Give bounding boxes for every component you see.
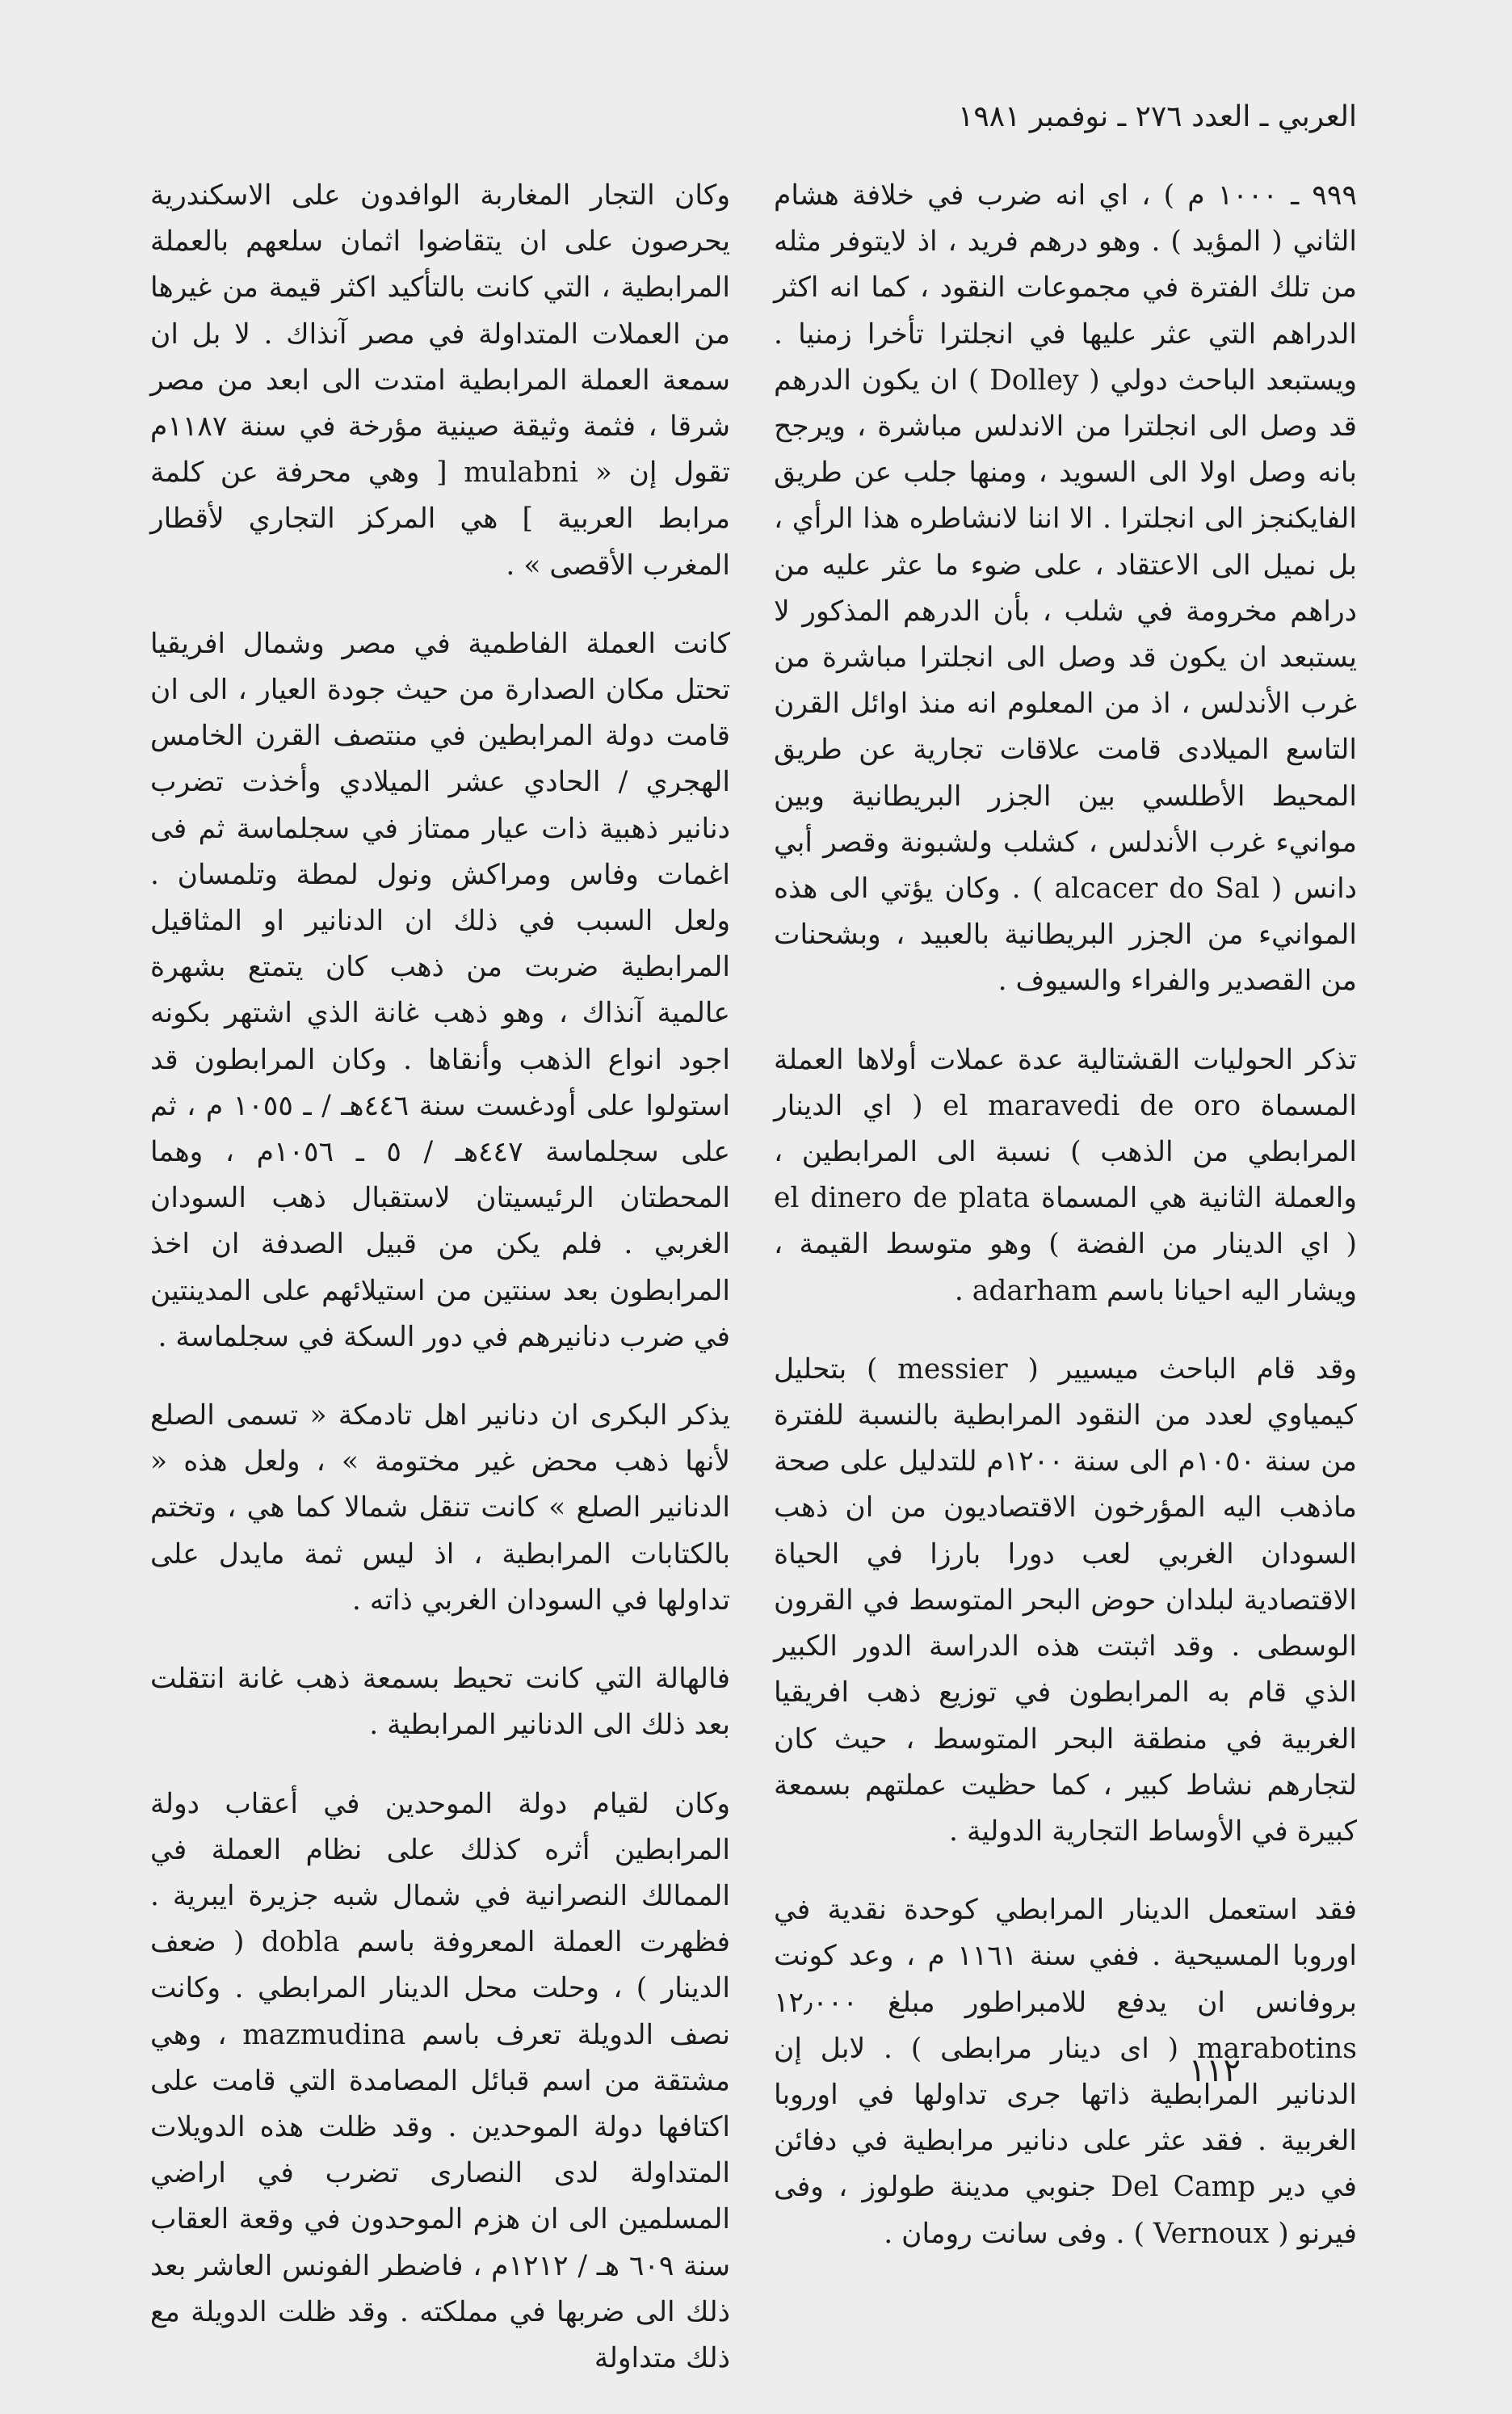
paragraph: ٩٩٩ ـ ١٠٠٠ م ) ، اي انه ضرب في خلافة هشام الثاني ( المؤيد ) . وهو درهم فريد ، اذ لايتوفر مثله من تلك الفترة في مجموعات النقود ، كما انه اكثر الدراهم التي عثر عليها في انجلترا تأخرا زمنيا . ويستبعد الباحث دولي ( Dolley ) ان يكون الدرهم قد وصل الى انجلترا من الاندلس مباشرة ، ويرجح بانه وصل اولا الى السويد ، ومنها جلب عن طريق الفايكنجز الى انجلترا . الا اننا لانشاطره هذا الرأي ، بل نميل الى الاعتقاد ، على ضوء ما عثر عليه من دراهم مخرومة في شلب ، بأن الدرهم المذكور لا يستبعد ان يكون قد وصل الى انجلترا مباشرة من غرب الأندلس ، اذ من المعلوم انه منذ اوائل القرن التاسع الميلادى قامت علاقات تجارية عن طريق المحيط الأطلسي بين الجزر البريطانية وبين موانيء غرب الأندلس ، كشلب ولشبونة وقصر أبي دانس ( alcacer do Sal ) . وكان يؤتي الى هذه الموانيء من الجزر البريطانية بالعبيد ، وبشحنات من القصدير والفراء والسيوف .	[774, 179, 1358, 998]
running-head: العربي ـ العدد ٢٧٦ ـ نوفمبر ١٩٨١	[958, 100, 1357, 133]
paragraph: يذكر البكرى ان دنانير اهل تادمكة « تسمى الصلع لأنها ذهب محض غير مختومة » ، ولعل هذه « الدنانير الصلع » كانت تنقل شمالا كما هي ، وتختم بالكتابات المرابطية ، اذ ليس ثمة مايدل على تداولها في السودان الغربي ذاته .	[150, 1399, 730, 1617]
paragraph: وكان التجار المغاربة الوافدون على الاسكندرية يحرصون على ان يتقاضوا اثمان سلعهم بالعملة المرابطية ، التي كانت بالتأكيد اكثر قيمة من غيرها من العملات المتداولة في مصر آنذاك . لا بل ان سمعة العملة المرابطية امتدت الى ابعد من مصر شرقا ، فثمة وثيقة صينية مؤرخة في سنة ١١٨٧م تقول إن « mulabni [ وهي محرفة عن كلمة مرابط العربية ] هي المركز التجاري لأقطار المغرب الأقصى » .	[150, 179, 731, 582]
paragraph: وكان لقيام دولة الموحدين في أعقاب دولة المرابطين أثره كذلك على نظام العملة في الممالك النصرانية في شمال شبه جزيرة ايبرية . فظهرت العملة المعروفة باسم dobla ( ضعف الدينار ) ، وحلت محل الدينار المرابطي . وكانت نصف الدويلة تعرف باسم mazmudina ، وهي مشتقة من اسم قبائل المصامدة التي قامت على اكتافها دولة الموحدين . وقد ظلت هذه الدويلات المتداولة لدى النصارى تضرب في اراضي المسلمين الى ان هزم الموحدون في وقعة العقاب سنة ٦٠٩ هـ / ١٢١٢م ، فاضطر الفونس العاشر بعد ذلك الى ضربها في مملكته . وقد ظلت الدويلة مع ذلك متداولة	[150, 1787, 731, 2374]
paragraph: تذكر الحوليات القشتالية عدة عملات أولاها العملة المسماة el maravedi de oro ( اي الدينار المرابطي من الذهب ) نسبة الى المرابطين ، والعملة الثانية هي المسماة el dinero de plata ( اي الدينار من الفضة ) وهو متوسط القيمة ، ويشار اليه احيانا باسم adarham .	[774, 1043, 1357, 1307]
paragraph: وقد قام الباحث ميسيير ( messier ) بتحليل كيمياوي لعدد من النقود المرابطية بالنسبة للفترة من سنة ١٠٥٠م الى سنة ١٢٠٠م للتدليل على صحة ماذهب اليه المؤرخون الاقتصاديون من ان ذهب السودان الغربي لعب دورا بارزا في الحياة الاقتصادية لبلدان حوض البحر المتوسط في القرون الوسطى . وقد اثبتت هذه الدراسة الدور الكبير الذي قام به المرابطون في توزيع ذهب افريقيا الغربية في منطقة البحر المتوسط ، حيث كان لتجارهم نشاط كبير ، كما حظيت عملتهم بسمعة كبيرة في الأوساط التجارية الدولية .	[774, 1352, 1357, 1848]
right-column	[774, 173, 1357, 2290]
page-number: ١١٢	[1188, 2052, 1241, 2089]
paragraph: كانت العملة الفاطمية في مصر وشمال افريقيا تحتل مكان الصدارة من حيث جودة العيار ، الى ان قامت دولة المرابطين في منتصف القرن الخامس الهجري / الحادي عشر الميلادي وأخذت تضرب دنانير ذهبية ذات عيار ممتاز في سجلماسة ثم فى اغمات وفاس ومراكش ونول لمطة وتلمسان . ولعل السبب في ذلك ان الدنانير او المثاقيل المرابطية ضربت من ذهب كان يتمتع بشهرة عالمية آنذاك ، وهو ذهب غانة الذي اشتهر بكونه اجود انواع الذهب وأنقاها . وكان المرابطون قد استولوا على أودغست سنة ٤٤٦هـ / ـ ١٠٥٥ م ، ثم على سجلماسة ٤٤٧هـ / ٥ ـ ١٠٥٦م ، وهما المحطتان الرئيسيتان لاستقبال ذهب السودان الغربي . فلم يكن من قبيل الصدفة ان اخذ المرابطون بعد سنتين من استيلائهم على المدينتين في ضرب دنانيرهم في دور السكة في سجلماسة .	[150, 627, 730, 1353]
paragraph: فقد استعمل الدينار المرابطي كوحدة نقدية في اوروبا المسيحية . ففي سنة ١١٦١ م ، وعد كونت بروفانس ان يدفع للامبراطور مبلغ ١٢٫٠٠٠ marabotins ( اى دينار مرابطى ) . لابل إن الدنانير المرابطية ذاتها جرى تداولها في اوروبا الغربية . فقد عثر على دنانير مرابطية في دفائن في دير Del Camp جنوبي مدينة طولوز ، وفى فيرنو ( Vernoux ) . وفى سانت رومان .	[774, 1894, 1358, 2250]
paragraph: فالهالة التي كانت تحيط بسمعة ذهب غانة انتقلت بعد ذلك الى الدنانير المرابطية .	[150, 1663, 730, 1742]
left-column	[150, 173, 730, 2414]
